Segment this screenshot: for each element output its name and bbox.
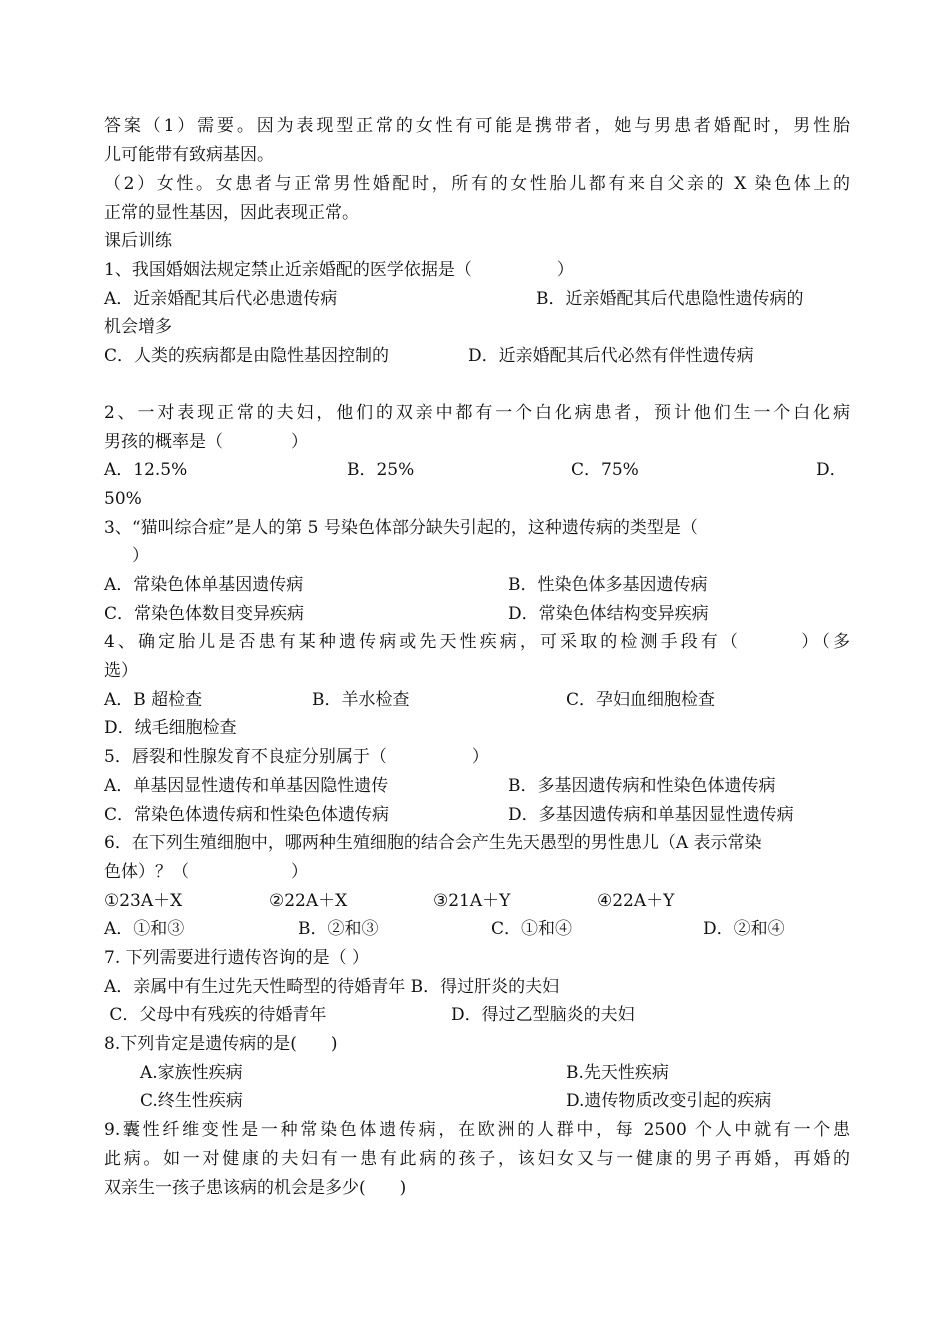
q6-cell-4: ④22A＋Y <box>597 891 675 911</box>
q6-stem-line-1: 6．在下列生殖细胞中，哪两种生殖细胞的结合会产生先天愚型的男性患儿（A 表示常染 <box>104 833 762 853</box>
q6-options <box>104 915 850 944</box>
q6-cell-1: ①23A＋X <box>104 891 183 911</box>
answer-line-2: 儿可能带有致病基因。 <box>104 145 274 165</box>
q1-stem: 1、我国婚姻法规定禁止近亲婚配的医学依据是（ ） <box>104 260 574 280</box>
q4-option-d: D．绒毛细胞检查 <box>104 718 237 738</box>
answer-line-1: 答案（1）需要。因为表现型正常的女性有可能是携带者，她与男患者婚配时，男性胎 <box>104 116 850 136</box>
q2-stem-line-1: 2、一对表现正常的夫妇，他们的双亲中都有一个白化病患者，预计他们生一个白化病 <box>104 403 850 423</box>
q5-option-b: B．多基因遗传病和性染色体遗传病 <box>508 776 776 796</box>
q4-option-b: B．羊水检查 <box>312 690 410 710</box>
q2-option-a: A．12.5% <box>104 460 188 480</box>
answer-line-4: 正常的显性基因，因此表现正常。 <box>104 203 359 223</box>
q1-option-a: A．近亲婚配其后代必患遗传病 <box>104 289 338 309</box>
q2-option-b: B．25% <box>347 460 415 480</box>
q8-option-a: A.家族性疾病 <box>140 1063 243 1083</box>
q5-option-a: A．单基因显性遗传和单基因隐性遗传 <box>104 776 389 796</box>
q1-options-ab <box>104 285 850 314</box>
q1-option-d: D．近亲婚配其后代必然有伴性遗传病 <box>468 346 754 366</box>
q3-options-ab <box>104 571 850 600</box>
q6-option-b: B．②和③ <box>298 919 379 939</box>
q7-options-cd <box>104 1001 850 1030</box>
q4-stem-line-2: 选） <box>104 661 138 681</box>
q7-options-ab: A．亲属中有生过先天性畸型的待婚青年 B．得过肝炎的夫妇 <box>104 977 560 997</box>
q5-options-cd <box>104 801 850 830</box>
q1-option-b-cont: 机会增多 <box>104 317 172 337</box>
q4-option-c: C．孕妇血细胞检查 <box>566 690 716 710</box>
q3-option-c: C．常染色体数目变异疾病 <box>104 604 305 624</box>
q3-option-b: B．性染色体多基因遗传病 <box>508 575 708 595</box>
q3-option-d: D．常染色体结构变异疾病 <box>508 604 709 624</box>
q5-option-d: D．多基因遗传病和单基因显性遗传病 <box>508 805 794 825</box>
q6-stem-line-2: 色体）？（ ） <box>104 862 308 882</box>
q1-option-b: B．近亲婚配其后代患隐性遗传病的 <box>536 289 804 309</box>
section-title: 课后训练 <box>104 231 172 251</box>
q1-options-cd <box>104 342 850 371</box>
q9-line-3: 双亲生一孩子患该病的机会是多少( ) <box>104 1178 407 1198</box>
q9-line-1: 9.囊性纤维变性是一种常染色体遗传病，在欧洲的人群中，每 2500 个人中就有一个患 <box>104 1120 850 1140</box>
q8-option-d: D.遗传物质改变引起的疾病 <box>566 1091 772 1111</box>
q8-stem: 8.下列肯定是遗传病的是( ) <box>104 1034 338 1054</box>
q4-stem-line-1: 4、确定胎儿是否患有某种遗传病或先天性疾病，可采取的检测手段有（ ）（多 <box>104 632 850 652</box>
q5-options-ab <box>104 772 850 801</box>
q2-stem-line-2: 男孩的概率是（ ） <box>104 432 308 452</box>
q2-option-c: C．75% <box>571 460 639 480</box>
q4-option-a: A．B 超检查 <box>104 690 203 710</box>
q2-options <box>104 456 850 485</box>
q7-option-c: C．父母中有残疾的待婚青年 <box>104 1005 327 1025</box>
q7-stem: 7. 下列需要进行遗传咨询的是（ ） <box>104 948 370 968</box>
q3-option-a: A．常染色体单基因遗传病 <box>104 575 304 595</box>
q8-options-ab <box>140 1059 850 1088</box>
q7-option-d: D．得过乙型脑炎的夫妇 <box>451 1005 635 1025</box>
q6-cell-2: ②22A＋X <box>269 891 348 911</box>
q8-option-c: C.终生性疾病 <box>140 1091 243 1111</box>
q6-option-c: C．①和④ <box>491 919 573 939</box>
q4-options <box>104 686 850 715</box>
q8-options-cd <box>140 1087 850 1116</box>
q1-option-c: C．人类的疾病都是由隐性基因控制的 <box>104 346 390 366</box>
answer-line-3: （2）女性。女患者与正常男性婚配时，所有的女性胎儿都有来自父亲的 X 染色体上的 <box>104 174 850 194</box>
q9-line-2: 此病。如一对健康的夫妇有一患有此病的孩子，该妇女又与一健康的男子再婚，再婚的 <box>104 1149 850 1169</box>
q8-option-b: B.先天性疾病 <box>566 1063 669 1083</box>
q6-cell-3: ③21A＋Y <box>433 891 511 911</box>
q6-cells <box>104 887 850 916</box>
q3-options-cd <box>104 600 850 629</box>
q3-stem-line-1: 3、“猫叫综合症”是人的第 5 号染色体部分缺失引起的，这种遗传病的类型是（ <box>104 518 698 538</box>
q2-option-d: D． <box>816 460 847 480</box>
q5-stem: 5．唇裂和性腺发育不良症分别属于（ ） <box>104 747 489 767</box>
q6-option-a: A．①和③ <box>104 919 185 939</box>
q5-option-c: C．常染色体遗传病和性染色体遗传病 <box>104 805 390 825</box>
q3-stem-line-2: ） <box>132 546 149 566</box>
q6-option-d: D．②和④ <box>703 919 785 939</box>
q2-option-d-cont: 50% <box>104 489 142 509</box>
